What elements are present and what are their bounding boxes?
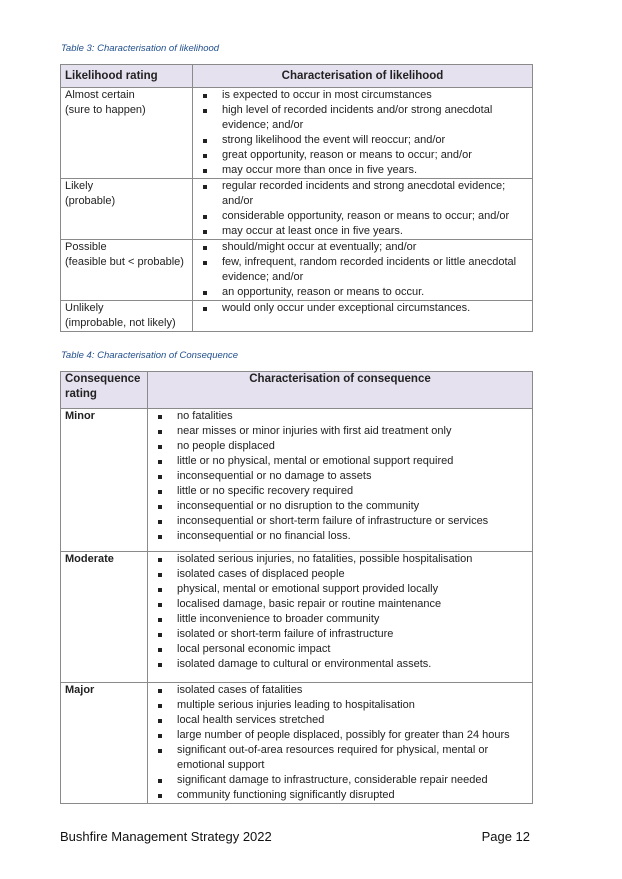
- list-item: regular recorded incidents and strong anecdotal evidence; and/or: [197, 179, 528, 209]
- rating-cell: [61, 88, 193, 179]
- list-item: isolated or short-term failure of infrastructure: [152, 627, 528, 642]
- list-item: near misses or minor injuries with first aid treatment only: [152, 424, 528, 439]
- bullet-icon: [158, 779, 162, 783]
- list-item: isolated serious injuries, no fatalities, possible hospitalisation: [152, 552, 528, 567]
- rating-description: (sure to happen): [65, 104, 146, 116]
- rating-cell: Major: [61, 683, 148, 804]
- list-item: an opportunity, reason or means to occur.: [197, 285, 528, 300]
- list-item: high level of recorded incidents and/or strong anecdotal evidence; and/or: [197, 103, 528, 133]
- bullet-icon: [158, 460, 162, 464]
- consequence-rating-header: Consequence rating: [61, 372, 148, 409]
- table4-caption: Table 4: Characterisation of Consequence: [61, 350, 239, 361]
- rating-cell: [61, 240, 193, 301]
- bullet-icon: [158, 588, 162, 592]
- list-item: considerable opportunity, reason or means to occur; and/or: [197, 209, 528, 224]
- list-item: isolated damage to cultural or environmental assets.: [152, 657, 528, 672]
- bullet-icon: [158, 648, 162, 652]
- characterisation-cell: [148, 409, 533, 552]
- list-item: inconsequential or short-term failure of infrastructure or services: [152, 514, 528, 529]
- bullet-icon: [203, 230, 207, 234]
- list-item: inconsequential or no financial loss.: [152, 529, 528, 544]
- bullet-icon: [158, 689, 162, 693]
- rating-description: (probable): [65, 195, 116, 207]
- bullet-icon: [158, 475, 162, 479]
- bullet-icon: [158, 618, 162, 622]
- bullet-icon: [158, 633, 162, 637]
- consequence-table: [60, 371, 533, 804]
- list-item: inconsequential or no damage to assets: [152, 469, 528, 484]
- list-item: isolated cases of displaced people: [152, 567, 528, 582]
- list-item: no fatalities: [152, 409, 528, 424]
- list-item: few, infrequent, random recorded incidents or little anecdotal evidence; and/or: [197, 255, 528, 285]
- bullet-icon: [158, 445, 162, 449]
- bullet-icon: [158, 734, 162, 738]
- rating-cell: Minor: [61, 409, 148, 552]
- list-item: little inconvenience to broader community: [152, 612, 528, 627]
- likelihood-table: [60, 64, 533, 332]
- table-row: [61, 240, 533, 301]
- bullet-icon: [158, 505, 162, 509]
- rating-cell: Moderate: [61, 552, 148, 683]
- bullet-icon: [158, 535, 162, 539]
- list-item: great opportunity, reason or means to occur; and/or: [197, 148, 528, 163]
- bullet-icon: [203, 185, 207, 189]
- bullet-icon: [158, 415, 162, 419]
- bullet-icon: [158, 603, 162, 607]
- likelihood-characterisation-header: Characterisation of likelihood: [193, 65, 533, 88]
- bullet-icon: [203, 246, 207, 250]
- characterisation-cell: [193, 88, 533, 179]
- list-item: significant out-of-area resources required for physical, mental or emotional support: [152, 743, 528, 773]
- table-row: [61, 409, 533, 552]
- rating-description: (feasible but < probable): [65, 256, 184, 268]
- consequence-characterisation-header: Characterisation of consequence: [148, 372, 533, 409]
- list-item: localised damage, basic repair or routine maintenance: [152, 597, 528, 612]
- bullet-icon: [158, 749, 162, 753]
- list-item: multiple serious injuries leading to hospitalisation: [152, 698, 528, 713]
- list-item: should/might occur at eventually; and/or: [197, 240, 528, 255]
- list-item: local personal economic impact: [152, 642, 528, 657]
- characterisation-cell: [148, 683, 533, 804]
- list-item: local health services stretched: [152, 713, 528, 728]
- rating-cell: [61, 301, 193, 332]
- list-item: strong likelihood the event will reoccur; and/or: [197, 133, 528, 148]
- bullet-icon: [158, 490, 162, 494]
- table-row: [61, 179, 533, 240]
- bullet-icon: [158, 704, 162, 708]
- bullet-icon: [203, 215, 207, 219]
- bullet-icon: [203, 291, 207, 295]
- characterisation-cell: [193, 240, 533, 301]
- bullet-icon: [203, 169, 207, 173]
- list-item: isolated cases of fatalities: [152, 683, 528, 698]
- list-item: no people displaced: [152, 439, 528, 454]
- characterisation-cell: [193, 179, 533, 240]
- rating-cell: [61, 179, 193, 240]
- bullet-icon: [158, 663, 162, 667]
- list-item: large number of people displaced, possibly for greater than 24 hours: [152, 728, 528, 743]
- likelihood-rating-header: Likelihood rating: [61, 65, 193, 88]
- bullet-icon: [158, 520, 162, 524]
- list-item: little or no specific recovery required: [152, 484, 528, 499]
- list-item: is expected to occur in most circumstances: [197, 88, 528, 103]
- bullet-icon: [203, 139, 207, 143]
- table-row: [61, 301, 533, 332]
- table-row: [61, 552, 533, 683]
- table3-caption: Table 3: Characterisation of likelihood: [61, 43, 220, 54]
- bullet-icon: [158, 719, 162, 723]
- footer-page-number: Page 12: [481, 829, 530, 844]
- list-item: would only occur under exceptional circumstances.: [197, 301, 528, 316]
- footer-title: Bushfire Management Strategy 2022: [60, 829, 272, 844]
- list-item: little or no physical, mental or emotional support required: [152, 454, 528, 469]
- bullet-icon: [203, 154, 207, 158]
- rating-description: (improbable, not likely): [65, 317, 176, 329]
- table-row: [61, 683, 533, 804]
- bullet-icon: [203, 94, 207, 98]
- bullet-icon: [158, 430, 162, 434]
- bullet-icon: [158, 794, 162, 798]
- list-item: may occur at least once in five years.: [197, 224, 528, 239]
- bullet-icon: [203, 307, 207, 311]
- list-item: significant damage to infrastructure, considerable repair needed: [152, 773, 528, 788]
- bullet-icon: [158, 573, 162, 577]
- table-row: [61, 88, 533, 179]
- list-item: may occur more than once in five years.: [197, 163, 528, 178]
- rating-name: Likely: [65, 180, 94, 192]
- rating-name: Unlikely: [65, 302, 104, 314]
- list-item: community functioning significantly disrupted: [152, 788, 528, 803]
- bullet-icon: [158, 558, 162, 562]
- bullet-icon: [203, 109, 207, 113]
- list-item: physical, mental or emotional support provided locally: [152, 582, 528, 597]
- list-item: inconsequential or no disruption to the community: [152, 499, 528, 514]
- bullet-icon: [203, 261, 207, 265]
- characterisation-cell: [193, 301, 533, 332]
- characterisation-cell: [148, 552, 533, 683]
- rating-name: Almost certain: [65, 89, 135, 101]
- rating-name: Possible: [65, 241, 107, 253]
